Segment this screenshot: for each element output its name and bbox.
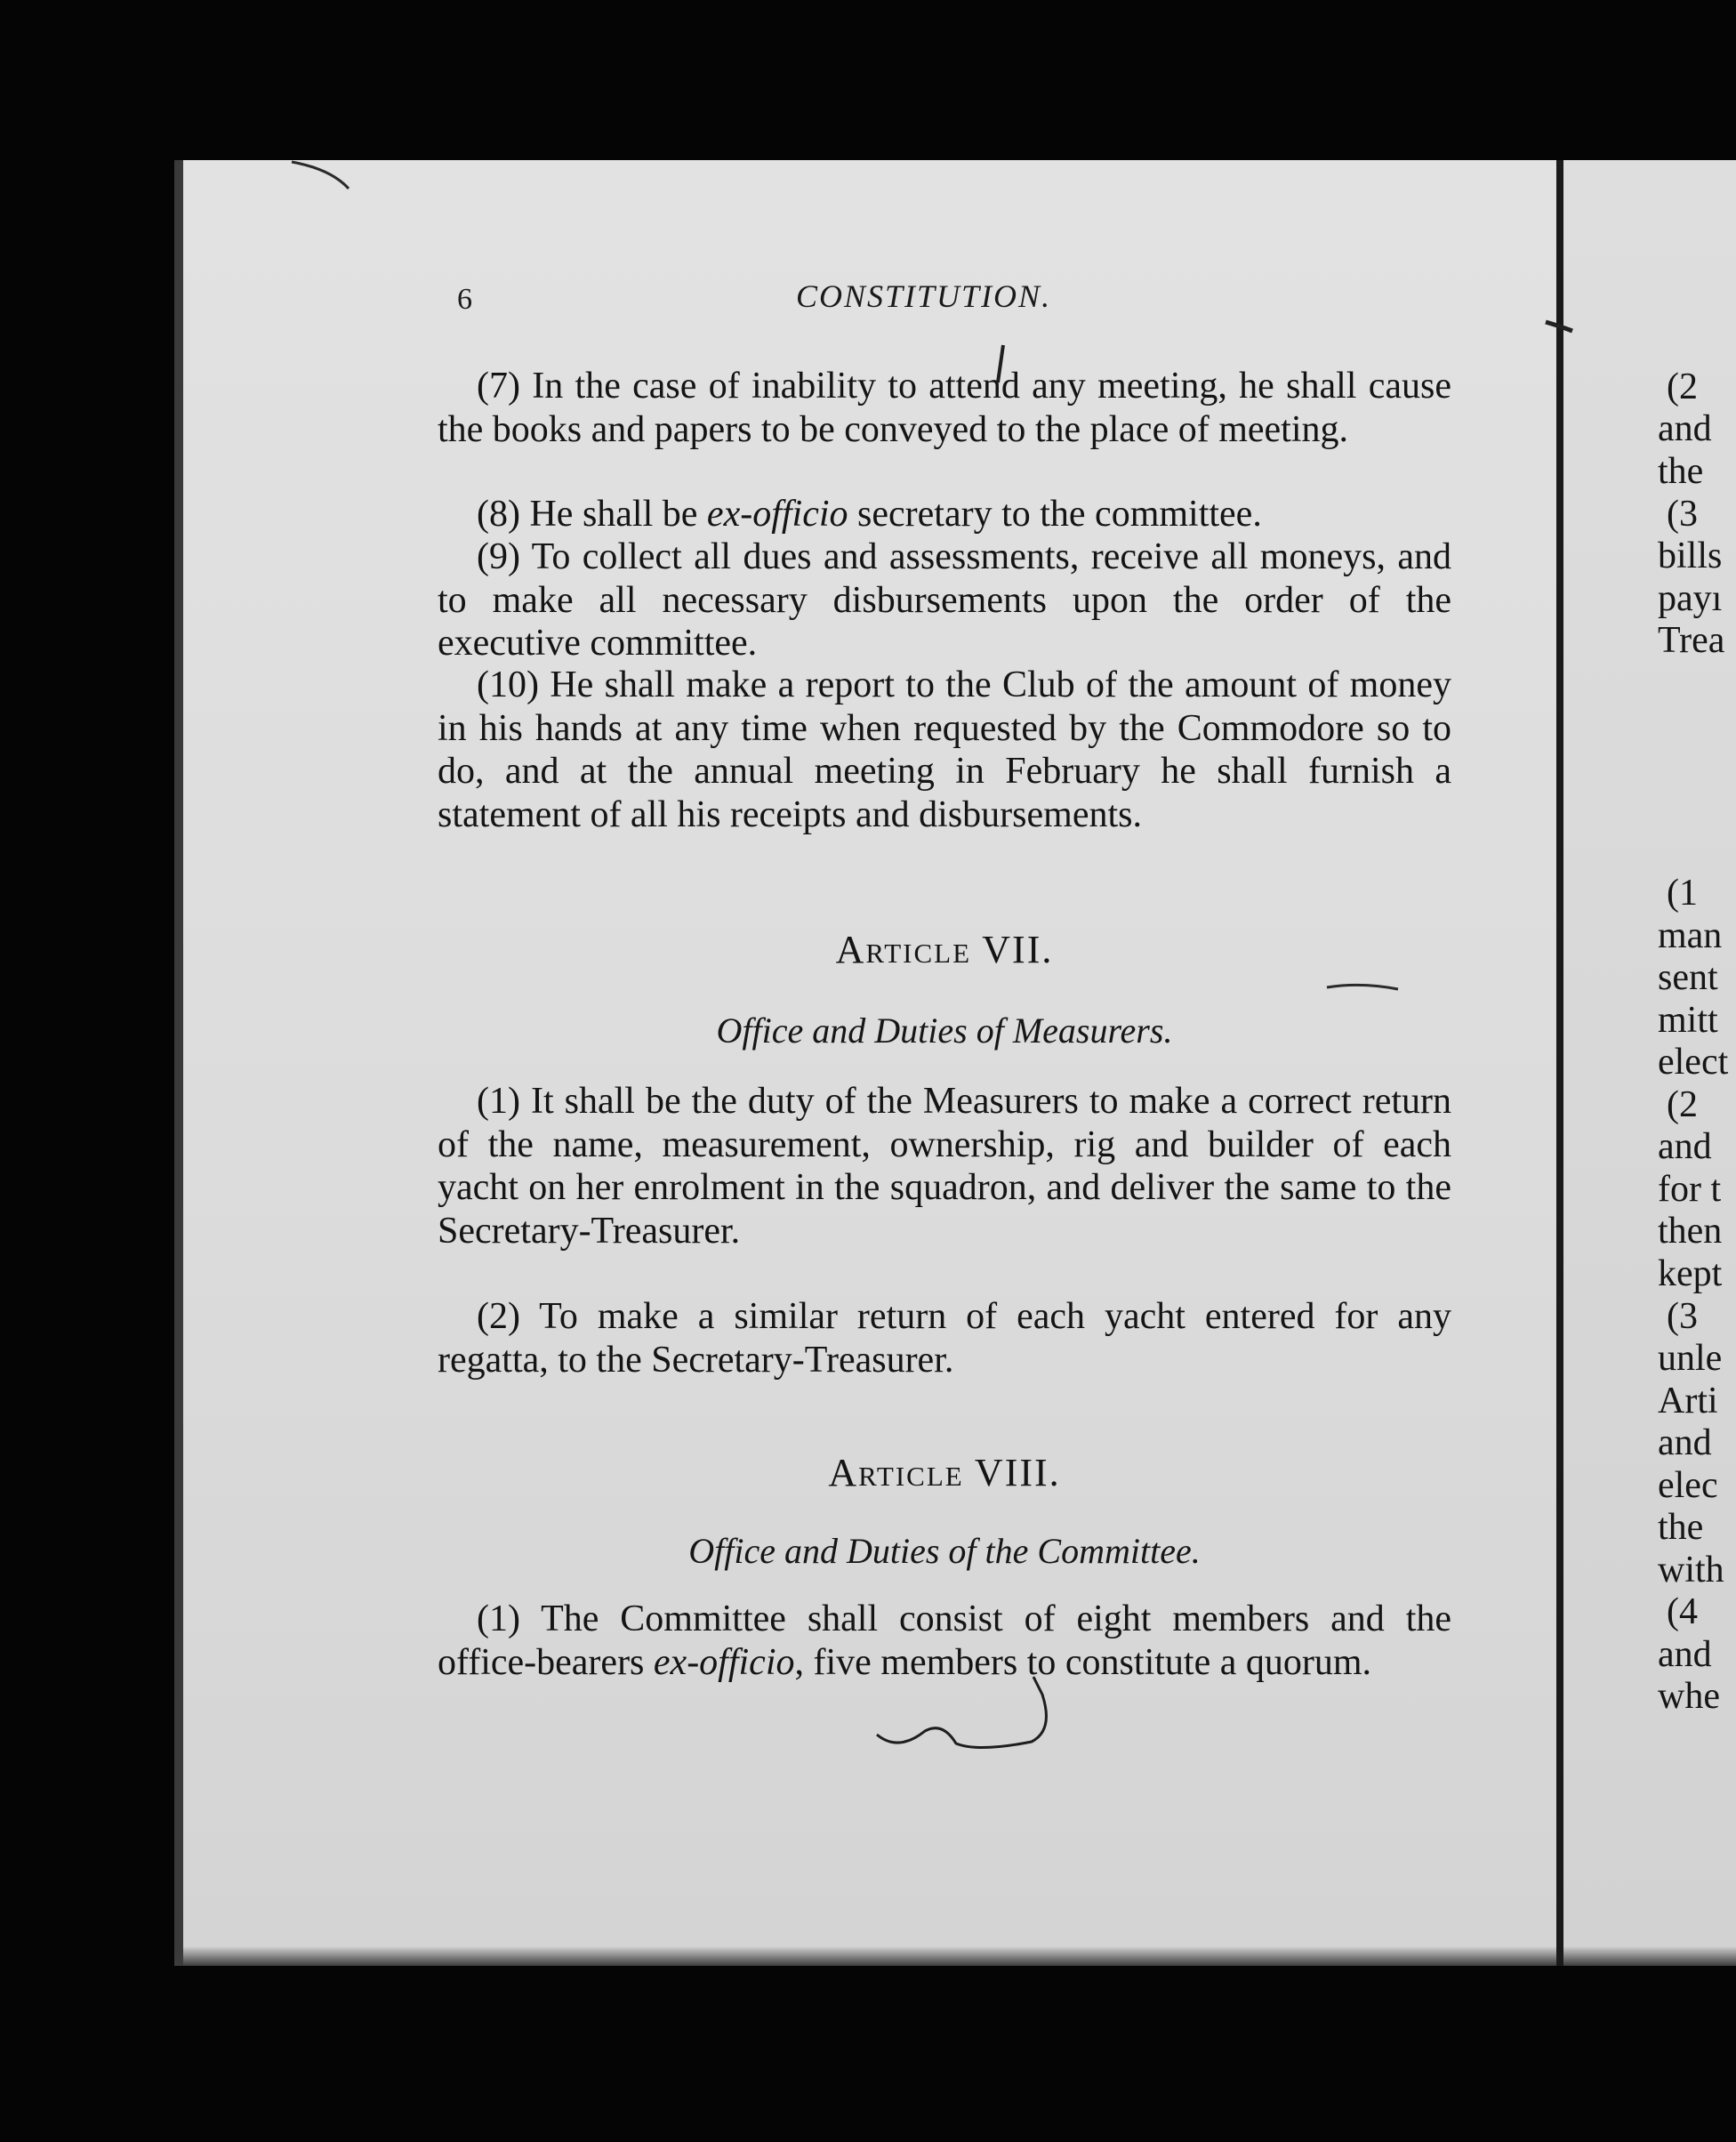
facing-fragment: Arti: [1658, 1381, 1718, 1421]
facing-fragment: (2: [1667, 1084, 1698, 1125]
facing-fragment: and: [1658, 1634, 1712, 1675]
facing-fragment: and: [1658, 1126, 1712, 1167]
book-gutter: [1556, 160, 1563, 1966]
facing-fragment: man: [1658, 915, 1723, 956]
facing-fragment: whe: [1658, 1676, 1720, 1717]
article-viii-item-1: [438, 1598, 1451, 1684]
facing-fragment: (1: [1667, 873, 1698, 914]
facing-fragment: and: [1658, 1422, 1712, 1463]
item-8-text-a: (8) He shall be: [477, 494, 707, 535]
facing-fragment: (4: [1667, 1591, 1698, 1632]
running-head: CONSTITUTION.: [796, 278, 1052, 314]
article-vii-item-1: (1) It shall be the duty of the Measurers to make a correct return of the name, measurement, ownership, rig and builder of each yacht on her enrolment in the squadron, and deliver the same to the Secretary-Treasurer.: [438, 1081, 1451, 1252]
facing-fragment: payı: [1658, 578, 1723, 619]
article-vi-item-7: (7) In the case of inability to attend any meeting, he shall cause the books and papers to be conveyed to the place of meeting.: [438, 366, 1451, 450]
viii-item-1-emphasis: ex-officio: [653, 1641, 795, 1683]
article-vii-subheading: Office and Duties of Measurers.: [716, 1011, 1173, 1051]
viii-item-1-text-a: (1) The Committee shall consist of eight members and the office-bearers: [438, 1598, 1451, 1683]
facing-fragment: elec: [1658, 1465, 1718, 1506]
article-vii-item-2: (2) To make a similar return of each yacht entered for any regatta, to the Secretary-Treasurer.: [438, 1296, 1451, 1381]
item-8-text-b: secretary to the committee.: [848, 494, 1262, 535]
facing-fragment: unle: [1658, 1338, 1723, 1379]
facing-fragment: (3: [1667, 494, 1698, 535]
facing-fragment: (3: [1667, 1296, 1698, 1337]
facing-fragment: the: [1658, 1507, 1704, 1548]
facing-fragment: kept: [1658, 1253, 1723, 1294]
facing-fragment: then: [1658, 1211, 1723, 1252]
facing-fragment: and: [1658, 408, 1712, 449]
item-8-emphasis: ex-officio: [706, 494, 848, 535]
facing-fragment: bills: [1658, 536, 1723, 576]
facing-fragment: (2: [1667, 366, 1698, 407]
facing-page: [1563, 160, 1736, 1966]
facing-fragment: the: [1658, 451, 1704, 492]
article-vi-item-10: (10) He shall make a report to the Club of the amount of money in his hands at any time when requested by the Commodore so to do, and at the annual meeting in February he shall furnish a statement of all his receipts and disbursements.: [438, 664, 1451, 835]
article-vi-item-8: [438, 493, 1451, 536]
facing-fragment: mitt: [1658, 1000, 1718, 1041]
page-number: 6: [457, 283, 472, 316]
viii-item-1-text-b: , five members to constitute a quorum.: [794, 1641, 1372, 1683]
facing-fragment: for t: [1658, 1169, 1722, 1210]
facing-fragment: elect: [1658, 1042, 1729, 1083]
article-vi-item-9: (9) To collect all dues and assessments, receive all moneys, and to make all necessary disbursements upon the order of the executive committee.: [438, 536, 1451, 664]
facing-fragment: sent: [1658, 957, 1718, 998]
article-vii-heading: Article VII.: [835, 928, 1054, 971]
article-viii-heading: Article VIII.: [828, 1451, 1061, 1494]
facing-fragment: Trea: [1658, 620, 1725, 661]
article-viii-subheading: Office and Duties of the Committee.: [688, 1531, 1201, 1571]
facing-fragment: with: [1658, 1550, 1724, 1590]
